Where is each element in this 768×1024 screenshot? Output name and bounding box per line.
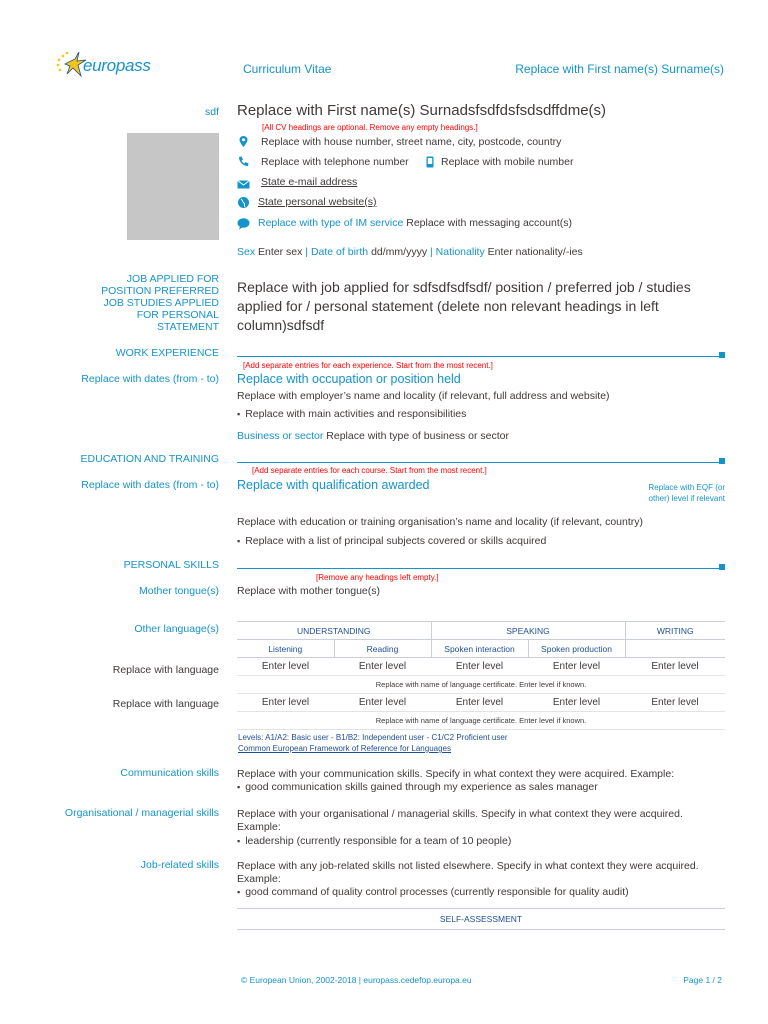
activities: ▪ Replace with main activities and responsibilities (237, 408, 725, 420)
headings-note: [All CV headings are optional. Remove any empty headings.] (262, 123, 478, 132)
cefr-link[interactable]: Common European Framework of Reference for Languages (238, 744, 451, 753)
writing-sub-header (625, 640, 725, 658)
speaking-header: SPEAKING (431, 622, 625, 640)
education-note: [Add separate entries for each course. Start from the most recent.] (252, 466, 487, 475)
work-dates: Replace with dates (from - to) (81, 373, 219, 385)
europass-logo (55, 50, 165, 82)
spoken-interaction-header: Spoken interaction (431, 640, 528, 658)
level-cell[interactable]: Enter level (334, 658, 431, 676)
communication-skills-bullet: ▪ good communication skills gained through my experience as sales manager (237, 781, 725, 793)
job-related-skills-text: Replace with any job-related skills not listed elsewhere. Specify in what context they were acquired. Example: (237, 860, 699, 885)
side-label: sdf (204, 106, 219, 118)
job-applied-label: JOB APPLIED FOR POSITION PREFERRED JOB STUDIES APPLIED FOR PERSONAL STATEMENT (101, 273, 219, 333)
nationality-label: Nationality (435, 246, 485, 258)
address: Replace with house number, street name, city, postcode, country (261, 136, 562, 148)
job-applied-value: Replace with job applied for sdfsdfsdfsdf/ position / preferred job / studies applied for / personal statement (delete non relevant headings in left column)sdfsdf (237, 279, 691, 333)
job-related-skills-bullet: ▪ good command of quality control processes (currently responsible for quality audit) (237, 886, 725, 898)
reading-header: Reading (334, 640, 431, 658)
mother-tongue-label: Mother tongue(s) (139, 585, 219, 597)
self-assessment-bar (237, 908, 725, 930)
communication-skills-text: Replace with your communication skills. Specify in what context they were acquired. Example: (237, 768, 675, 780)
employer: Replace with employer’s name and locality (if relevant, full address and website) (237, 390, 610, 402)
level-cell[interactable]: Enter level (528, 658, 625, 676)
eqf-level: Replace with EQF (or other) level if relevant (648, 483, 725, 503)
sex-label: Sex (237, 246, 256, 258)
writing-header: WRITING (625, 622, 725, 640)
level-cell[interactable]: Enter level (237, 658, 334, 676)
section-divider (237, 563, 725, 569)
header-name: Replace with First name(s) Surname(s) (515, 62, 724, 76)
other-languages-label: Other language(s) (134, 623, 219, 635)
email-envelope-icon (237, 178, 250, 191)
email-link[interactable]: State e-mail address (261, 176, 358, 188)
education-dates: Replace with dates (from - to) (81, 479, 219, 491)
level-cell[interactable]: Enter level (528, 694, 625, 712)
organisational-skills-label: Organisational / managerial skills (64, 807, 219, 819)
work-experience-heading: WORK EXPERIENCE (115, 347, 219, 359)
separator: | (430, 246, 433, 258)
sex-value: Enter sex (258, 246, 303, 258)
level-cell[interactable]: Enter level (334, 694, 431, 712)
separator: | (305, 246, 309, 258)
location-pin-icon (237, 135, 250, 148)
mother-tongue-value: Replace with mother tongue(s) (237, 585, 380, 597)
section-divider (237, 457, 725, 463)
qualification: Replace with qualification awarded (237, 478, 430, 492)
sector-value: Replace with type of business or sector (326, 430, 509, 442)
subjects: ▪ Replace with a list of principal subjects covered or skills acquired (237, 535, 725, 547)
sector-line (237, 430, 725, 442)
mobile: Replace with mobile number (441, 156, 574, 168)
dob-label: Date of birth (310, 246, 369, 258)
level-cell[interactable]: Enter level (237, 694, 334, 712)
language-name: Replace with language (112, 698, 219, 710)
im-type: Replace with type of IM service (258, 217, 404, 229)
level-cell[interactable]: Enter level (625, 658, 725, 676)
language-table (237, 621, 725, 730)
mobile-phone-icon (425, 156, 435, 168)
certificate-cell[interactable]: Replace with name of language certificate. Enter level if known. (237, 712, 725, 730)
listening-header: Listening (237, 640, 334, 658)
sector-label: Business or sector (237, 430, 324, 442)
organisational-skills-bullet: ▪ leadership (currently responsible for a team of 10 people) (237, 835, 725, 847)
skills-note: [Remove any headings left empty.] (316, 573, 439, 582)
doc-title: Curriculum Vitae (243, 62, 332, 76)
level-cell[interactable]: Enter level (625, 694, 725, 712)
logo-text: europass (83, 56, 151, 75)
full-name: Replace with First name(s) Surnadsfsdfdsfsdsdffdme(s) (237, 102, 607, 119)
levels-note: Levels: A1/A2: Basic user - B1/B2: Independent user - C1/C2 Proficient user (238, 733, 508, 742)
footer-copyright: © European Union, 2002-2018 | europass.cedefop.europa.eu (241, 975, 472, 985)
language-name: Replace with language (112, 664, 219, 676)
website-globe-icon (237, 196, 250, 209)
personal-details-line (237, 246, 583, 258)
organisational-skills-text: Replace with your organisational / managerial skills. Specify in what context they were acquired. Example: (237, 808, 683, 833)
language-row (237, 658, 725, 676)
telephone: Replace with telephone number (261, 156, 409, 168)
photo-placeholder (127, 133, 219, 240)
communication-skills-label: Communication skills (120, 767, 219, 779)
language-row (237, 694, 725, 712)
self-assessment-label: SELF-ASSESSMENT (439, 914, 523, 924)
chat-bubble-icon (237, 217, 250, 230)
level-cell[interactable]: Enter level (431, 694, 528, 712)
telephone-icon (237, 155, 250, 168)
personal-skills-heading: PERSONAL SKILLS (123, 559, 219, 571)
education-heading: EDUCATION AND TRAINING (80, 453, 219, 465)
spoken-production-header: Spoken production (528, 640, 625, 658)
page-number: Page 1 / 2 (683, 975, 722, 985)
occupation: Replace with occupation or position held (237, 372, 461, 386)
nationality-value: Enter nationality/-ies (487, 246, 583, 258)
job-related-skills-label: Job-related skills (140, 859, 219, 871)
work-note: [Add separate entries for each experience. Start from the most recent.] (243, 361, 493, 370)
dob-value: dd/mm/yyyy (371, 246, 428, 258)
im-account: Replace with messaging account(s) (406, 217, 572, 229)
section-divider (237, 351, 725, 357)
certificate-cell[interactable]: Replace with name of language certificate. Enter level if known. (237, 676, 725, 694)
level-cell[interactable]: Enter level (431, 658, 528, 676)
organisation: Replace with education or training organisation’s name and locality (if relevant, country) (237, 516, 644, 528)
im-line (258, 217, 572, 229)
understanding-header: UNDERSTANDING (237, 622, 431, 640)
website-link[interactable]: State personal website(s) (258, 196, 377, 208)
